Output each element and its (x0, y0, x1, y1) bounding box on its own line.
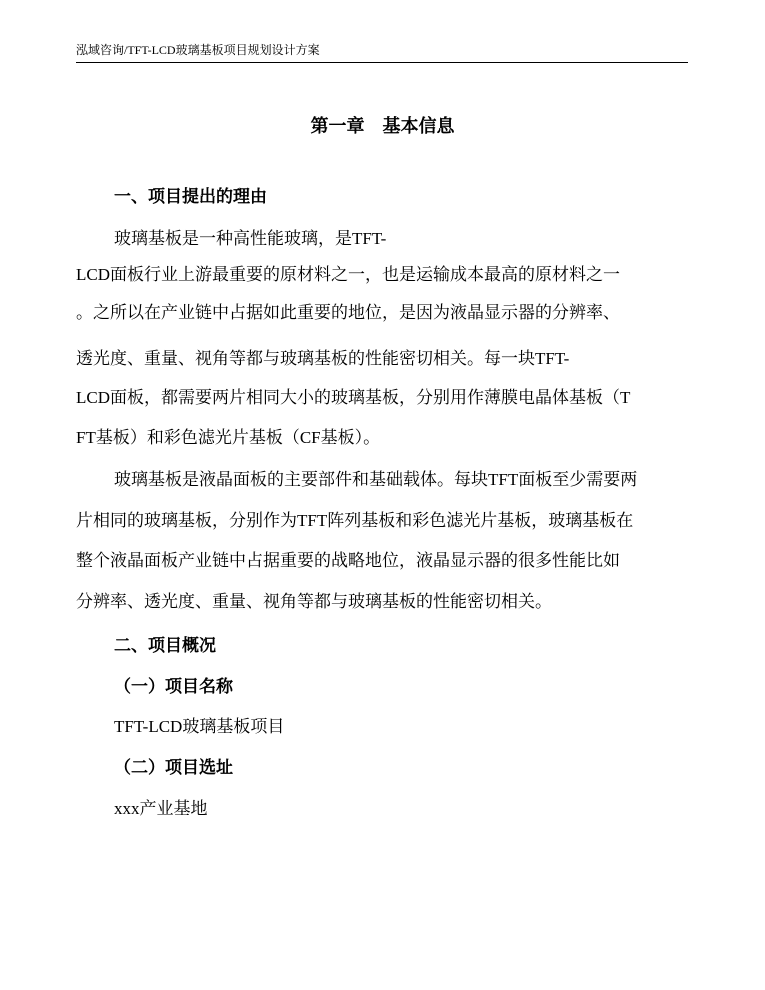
paragraph-line: 分辨率、透光度、重量、视角等都与玻璃基板的性能密切相关。 (76, 592, 552, 611)
subsection-heading-project-name: （一）项目名称 (114, 677, 233, 697)
section-heading-overview: 二、项目概况 (114, 636, 216, 656)
paragraph-line: FT基板）和彩色滤光片基板（CF基板）。 (76, 428, 381, 447)
section-heading-reasons: 一、项目提出的理由 (114, 187, 267, 207)
paragraph-line: 片相同的玻璃基板，分别作为TFT阵列基板和彩色滤光片基板，玻璃基板在 (76, 511, 634, 530)
paragraph-line: 。之所以在产业链中占据如此重要的地位，是因为液晶显示器的分辨率、 (76, 303, 620, 322)
paragraph-line: LCD面板，都需要两片相同大小的玻璃基板，分别用作薄膜电晶体基板（T (76, 388, 631, 407)
header-divider (76, 62, 688, 63)
paragraph-line: LCD面板行业上游最重要的原材料之一，也是运输成本最高的原材料之一 (76, 265, 620, 284)
paragraph-line: 玻璃基板是液晶面板的主要部件和基础载体。每块TFT面板至少需要两 (114, 470, 638, 489)
chapter-title: 第一章 基本信息 (310, 116, 455, 137)
paragraph-line: 玻璃基板是一种高性能玻璃，是TFT- (114, 229, 387, 248)
project-name-value: TFT-LCD玻璃基板项目 (114, 717, 285, 736)
running-header: 泓域咨询/TFT-LCD玻璃基板项目规划设计方案 (76, 43, 320, 57)
project-site-value: xxx产业基地 (114, 799, 208, 818)
subsection-heading-project-site: （二）项目选址 (114, 758, 233, 778)
paragraph-line: 透光度、重量、视角等都与玻璃基板的性能密切相关。每一块TFT- (76, 349, 570, 368)
paragraph-line: 整个液晶面板产业链中占据重要的战略地位，液晶显示器的很多性能比如 (76, 551, 620, 570)
